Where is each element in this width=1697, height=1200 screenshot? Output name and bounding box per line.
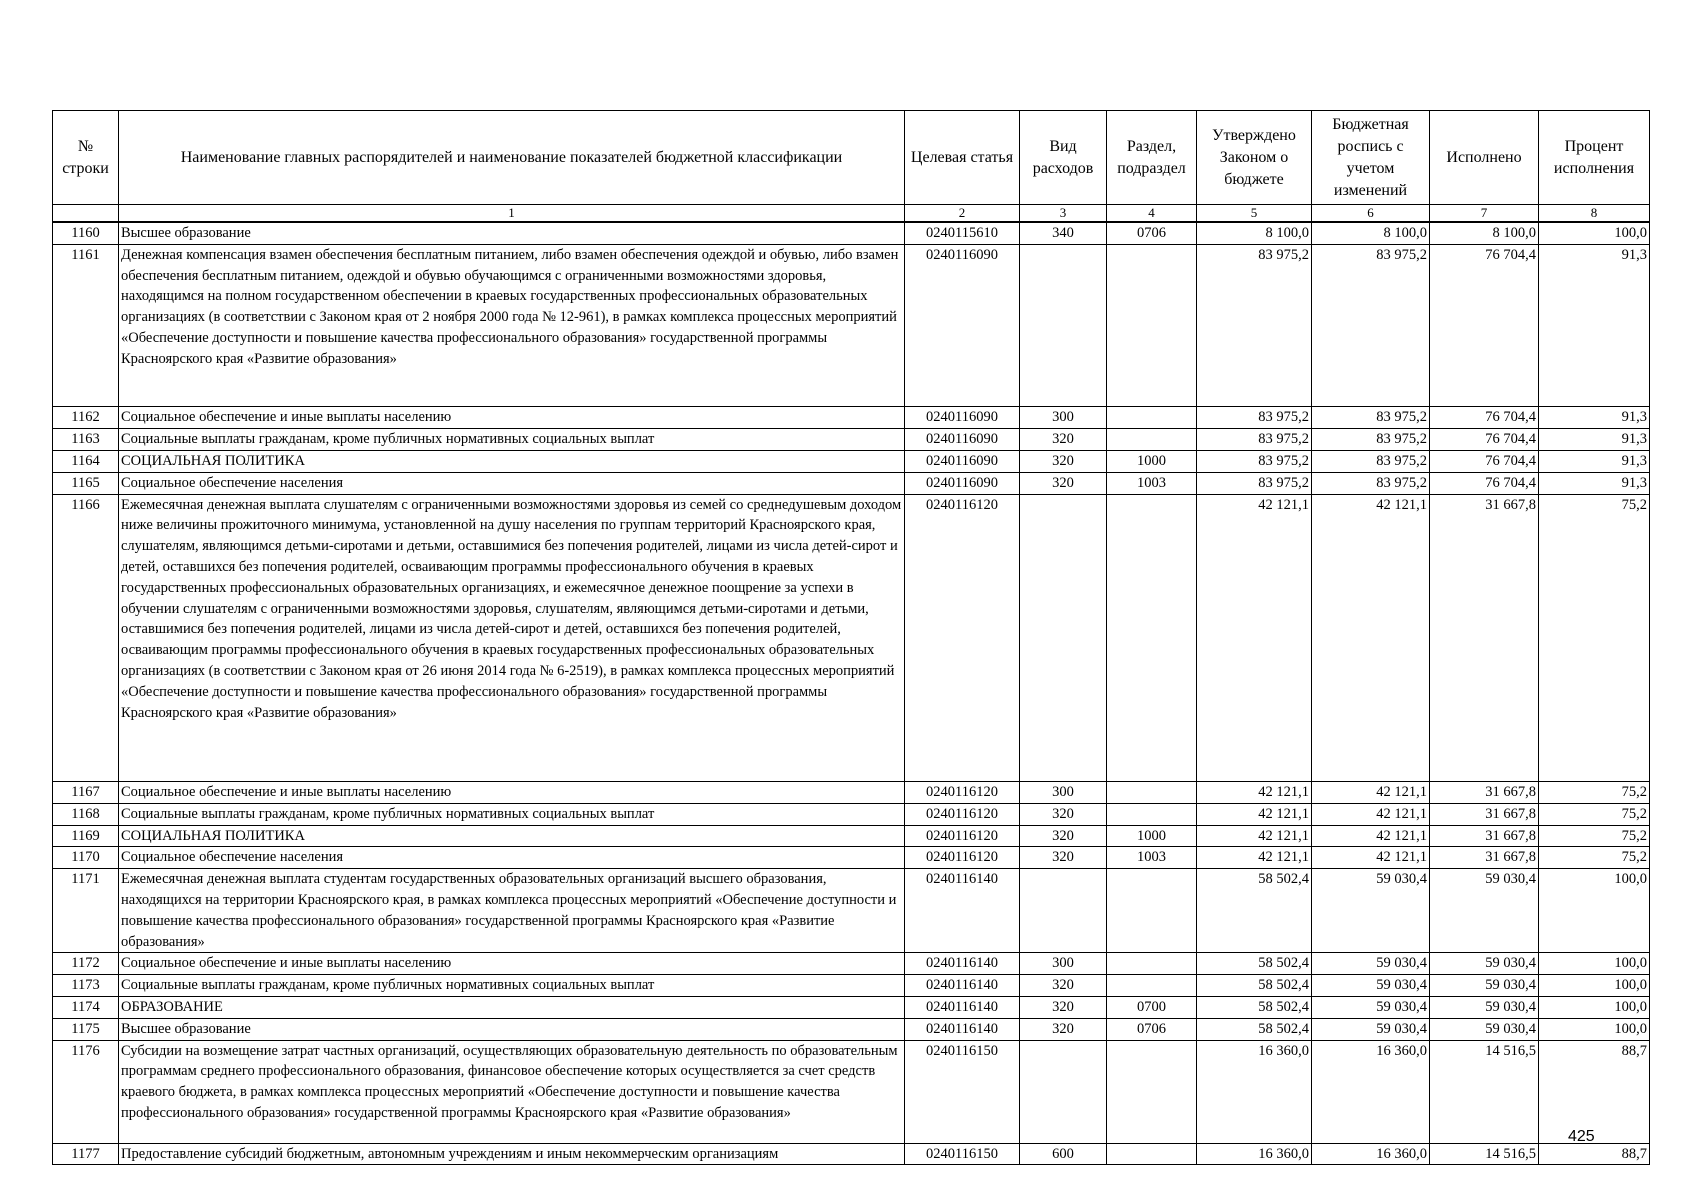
row-name-cell: Социальные выплаты гражданам, кроме публичных нормативных социальных выплат — [119, 975, 905, 997]
executed-amount-cell: 31 667,8 — [1430, 803, 1539, 825]
budget-list-amount-cell: 42 121,1 — [1312, 494, 1430, 781]
column-number: 4 — [1107, 205, 1197, 223]
percent-cell: 91,3 — [1539, 407, 1650, 429]
target-article-cell: 0240116090 — [905, 472, 1020, 494]
expense-type-cell: 600 — [1020, 1143, 1107, 1165]
target-article-cell: 0240115610 — [905, 222, 1020, 244]
section-cell: 1003 — [1107, 847, 1197, 869]
expense-type-cell: 320 — [1020, 429, 1107, 451]
percent-cell: 100,0 — [1539, 953, 1650, 975]
percent-cell: 91,3 — [1539, 429, 1650, 451]
expense-type-cell: 320 — [1020, 847, 1107, 869]
target-article-cell: 0240116120 — [905, 847, 1020, 869]
header-approved: Утверждено Законом о бюджете — [1197, 111, 1312, 205]
section-cell: 0706 — [1107, 222, 1197, 244]
target-article-cell: 0240116140 — [905, 1018, 1020, 1040]
column-number-row — [53, 205, 1650, 223]
column-number: 5 — [1197, 205, 1312, 223]
percent-cell: 100,0 — [1539, 996, 1650, 1018]
executed-amount-cell: 76 704,4 — [1430, 472, 1539, 494]
percent-cell: 91,3 — [1539, 472, 1650, 494]
header-budget-list: Бюджетная роспись с учетом изменений — [1312, 111, 1430, 205]
approved-amount-cell: 83 975,2 — [1197, 450, 1312, 472]
row-name-cell: Ежемесячная денежная выплата слушателям с ограниченными возможностями здоровья из семей со среднедушевым доходом ниже величины прожиточного минимума, установленной на душу населения по группам территорий Красноярского края, слушателям, являющимся детьми-сиротами и детьми, оставшимися без попечения родителей, лицами из числа детей-сирот и детей, оставшихся без попечения родителей, осваивающим программы профессионального обучения в краевых государственных профессиональных образовательных организациях, и ежемесячное денежное поощрение за успехи в обучении слушателям с ограниченными возможностями здоровья, слушателям, являющимся детьми-сиротами и детьми, оставшимися без попечения родителей, лицами из числа детей-сирот и детей, оставшихся без попечения родителей, осваивающим программы профессионального обучения в краевых государственных профессиональных образовательных организациях (в соответствии с Законом края от 26 июня 2014 года № 6-2519), в рамках комплекса процессных мероприятий «Обеспечение доступности и повышение качества профессионального образования» государственной программы Красноярского края «Развитие образования» — [119, 494, 905, 781]
section-cell — [1107, 975, 1197, 997]
target-article-cell: 0240116120 — [905, 781, 1020, 803]
approved-amount-cell: 83 975,2 — [1197, 429, 1312, 451]
row-number-cell: 1161 — [53, 244, 119, 407]
table-row — [53, 781, 1650, 803]
header-row-number: № строки — [53, 111, 119, 205]
column-number-blank — [53, 205, 119, 223]
section-cell — [1107, 429, 1197, 451]
executed-amount-cell: 14 516,5 — [1430, 1143, 1539, 1165]
percent-cell: 88,7 — [1539, 1040, 1650, 1143]
target-article-cell: 0240116090 — [905, 450, 1020, 472]
approved-amount-cell: 42 121,1 — [1197, 781, 1312, 803]
expense-type-cell: 340 — [1020, 222, 1107, 244]
section-cell — [1107, 494, 1197, 781]
section-cell — [1107, 244, 1197, 407]
budget-list-amount-cell: 42 121,1 — [1312, 803, 1430, 825]
percent-cell: 75,2 — [1539, 494, 1650, 781]
row-number-cell: 1166 — [53, 494, 119, 781]
table-row — [53, 953, 1650, 975]
target-article-cell: 0240116120 — [905, 825, 1020, 847]
executed-amount-cell: 76 704,4 — [1430, 244, 1539, 407]
table-row — [53, 429, 1650, 451]
budget-list-amount-cell: 83 975,2 — [1312, 407, 1430, 429]
percent-cell: 100,0 — [1539, 1018, 1650, 1040]
row-number-cell: 1170 — [53, 847, 119, 869]
approved-amount-cell: 16 360,0 — [1197, 1040, 1312, 1143]
approved-amount-cell: 58 502,4 — [1197, 953, 1312, 975]
header-section: Раздел, подраздел — [1107, 111, 1197, 205]
budget-execution-table — [52, 110, 1650, 1165]
expense-type-cell: 320 — [1020, 975, 1107, 997]
approved-amount-cell: 42 121,1 — [1197, 803, 1312, 825]
table-row — [53, 222, 1650, 244]
column-number: 7 — [1430, 205, 1539, 223]
expense-type-cell: 320 — [1020, 450, 1107, 472]
row-name-cell: Социальное обеспечение населения — [119, 847, 905, 869]
executed-amount-cell: 76 704,4 — [1430, 407, 1539, 429]
approved-amount-cell: 8 100,0 — [1197, 222, 1312, 244]
row-number-cell: 1165 — [53, 472, 119, 494]
row-number-cell: 1164 — [53, 450, 119, 472]
row-number-cell: 1175 — [53, 1018, 119, 1040]
executed-amount-cell: 76 704,4 — [1430, 429, 1539, 451]
approved-amount-cell: 58 502,4 — [1197, 1018, 1312, 1040]
approved-amount-cell: 42 121,1 — [1197, 494, 1312, 781]
budget-list-amount-cell: 16 360,0 — [1312, 1143, 1430, 1165]
row-number-cell: 1162 — [53, 407, 119, 429]
table-body — [53, 222, 1650, 1165]
section-cell — [1107, 1143, 1197, 1165]
percent-cell: 75,2 — [1539, 781, 1650, 803]
budget-list-amount-cell: 83 975,2 — [1312, 429, 1430, 451]
table-row — [53, 1143, 1650, 1165]
executed-amount-cell: 59 030,4 — [1430, 996, 1539, 1018]
row-number-cell: 1173 — [53, 975, 119, 997]
row-number-cell: 1167 — [53, 781, 119, 803]
expense-type-cell — [1020, 494, 1107, 781]
row-name-cell: Предоставление субсидий бюджетным, автономным учреждениям и иным некоммерческим организациям — [119, 1143, 905, 1165]
column-number: 8 — [1539, 205, 1650, 223]
section-cell: 1000 — [1107, 825, 1197, 847]
approved-amount-cell: 16 360,0 — [1197, 1143, 1312, 1165]
executed-amount-cell: 59 030,4 — [1430, 869, 1539, 953]
target-article-cell: 0240116150 — [905, 1143, 1020, 1165]
budget-list-amount-cell: 59 030,4 — [1312, 996, 1430, 1018]
section-cell — [1107, 781, 1197, 803]
percent-cell: 88,7 — [1539, 1143, 1650, 1165]
expense-type-cell: 320 — [1020, 996, 1107, 1018]
approved-amount-cell: 42 121,1 — [1197, 825, 1312, 847]
percent-cell: 75,2 — [1539, 803, 1650, 825]
approved-amount-cell: 42 121,1 — [1197, 847, 1312, 869]
percent-cell: 75,2 — [1539, 825, 1650, 847]
row-number-cell: 1168 — [53, 803, 119, 825]
row-name-cell: Ежемесячная денежная выплата студентам государственных образовательных организаций высшего образования, находящихся на территории Красноярского края, в рамках комплекса процессных мероприятий «Обеспечение доступности и повышение качества профессионального образования» государственной программы Красноярского края «Развитие образования» — [119, 869, 905, 953]
approved-amount-cell: 83 975,2 — [1197, 472, 1312, 494]
row-name-cell: Социальное обеспечение и иные выплаты населению — [119, 781, 905, 803]
column-number: 6 — [1312, 205, 1430, 223]
expense-type-cell — [1020, 869, 1107, 953]
row-number-cell: 1172 — [53, 953, 119, 975]
executed-amount-cell: 59 030,4 — [1430, 975, 1539, 997]
row-number-cell: 1160 — [53, 222, 119, 244]
table-row — [53, 803, 1650, 825]
budget-list-amount-cell: 59 030,4 — [1312, 975, 1430, 997]
executed-amount-cell: 59 030,4 — [1430, 953, 1539, 975]
budget-list-amount-cell: 59 030,4 — [1312, 1018, 1430, 1040]
budget-list-amount-cell: 42 121,1 — [1312, 825, 1430, 847]
percent-cell: 91,3 — [1539, 450, 1650, 472]
target-article-cell: 0240116120 — [905, 803, 1020, 825]
section-cell — [1107, 803, 1197, 825]
column-number: 2 — [905, 205, 1020, 223]
table-row — [53, 472, 1650, 494]
expense-type-cell: 300 — [1020, 407, 1107, 429]
row-name-cell: Социальное обеспечение населения — [119, 472, 905, 494]
table-header — [53, 111, 1650, 223]
row-name-cell: СОЦИАЛЬНАЯ ПОЛИТИКА — [119, 825, 905, 847]
expense-type-cell: 320 — [1020, 472, 1107, 494]
table-row — [53, 1018, 1650, 1040]
section-cell: 0700 — [1107, 996, 1197, 1018]
header-executed: Исполнено — [1430, 111, 1539, 205]
budget-list-amount-cell: 83 975,2 — [1312, 244, 1430, 407]
header-percent: Процент исполнения — [1539, 111, 1650, 205]
row-number-cell: 1171 — [53, 869, 119, 953]
budget-list-amount-cell: 8 100,0 — [1312, 222, 1430, 244]
target-article-cell: 0240116140 — [905, 869, 1020, 953]
table-row — [53, 1040, 1650, 1143]
column-number: 1 — [119, 205, 905, 223]
expense-type-cell: 320 — [1020, 825, 1107, 847]
section-cell: 1000 — [1107, 450, 1197, 472]
percent-cell: 100,0 — [1539, 975, 1650, 997]
target-article-cell: 0240116090 — [905, 244, 1020, 407]
expense-type-cell: 300 — [1020, 781, 1107, 803]
header-expense-type: Вид расходов — [1020, 111, 1107, 205]
expense-type-cell: 320 — [1020, 803, 1107, 825]
approved-amount-cell: 83 975,2 — [1197, 244, 1312, 407]
executed-amount-cell: 14 516,5 — [1430, 1040, 1539, 1143]
row-number-cell: 1169 — [53, 825, 119, 847]
executed-amount-cell: 76 704,4 — [1430, 450, 1539, 472]
executed-amount-cell: 8 100,0 — [1430, 222, 1539, 244]
percent-cell: 91,3 — [1539, 244, 1650, 407]
percent-cell: 100,0 — [1539, 869, 1650, 953]
budget-list-amount-cell: 83 975,2 — [1312, 472, 1430, 494]
expense-type-cell: 300 — [1020, 953, 1107, 975]
section-cell — [1107, 869, 1197, 953]
row-number-cell: 1177 — [53, 1143, 119, 1165]
table-row — [53, 825, 1650, 847]
table-row — [53, 494, 1650, 781]
table-row — [53, 847, 1650, 869]
section-cell: 1003 — [1107, 472, 1197, 494]
expense-type-cell: 320 — [1020, 1018, 1107, 1040]
executed-amount-cell: 31 667,8 — [1430, 494, 1539, 781]
executed-amount-cell: 31 667,8 — [1430, 825, 1539, 847]
row-name-cell: Социальное обеспечение и иные выплаты населению — [119, 407, 905, 429]
row-name-cell: Субсидии на возмещение затрат частных организаций, осуществляющих образовательную деятельность по образовательным программам среднего профессионального образования, финансовое обеспечение которых осуществляется за счет средств краевого бюджета, в рамках комплекса процессных мероприятий «Обеспечение доступности и повышение качества профессионального образования» государственной программы Красноярского края «Развитие образования» — [119, 1040, 905, 1143]
column-number: 3 — [1020, 205, 1107, 223]
executed-amount-cell: 31 667,8 — [1430, 781, 1539, 803]
target-article-cell: 0240116140 — [905, 975, 1020, 997]
target-article-cell: 0240116090 — [905, 407, 1020, 429]
table-row — [53, 244, 1650, 407]
table-row — [53, 450, 1650, 472]
approved-amount-cell: 58 502,4 — [1197, 996, 1312, 1018]
percent-cell: 75,2 — [1539, 847, 1650, 869]
approved-amount-cell: 83 975,2 — [1197, 407, 1312, 429]
row-name-cell: Социальные выплаты гражданам, кроме публичных нормативных социальных выплат — [119, 803, 905, 825]
approved-amount-cell: 58 502,4 — [1197, 975, 1312, 997]
row-number-cell: 1176 — [53, 1040, 119, 1143]
budget-list-amount-cell: 42 121,1 — [1312, 847, 1430, 869]
row-name-cell: Денежная компенсация взамен обеспечения бесплатным питанием, либо взамен обеспечения одеждой и обувью, либо взамен обеспечения бесплатным питанием, одеждой и обувью обучающимся с ограниченными возможностями здоровья, находящимся на полном государственном обеспечении в краевых государственных профессиональных образовательных организациях (в соответствии с Законом края от 2 ноября 2000 года № 12-961), в рамках комплекса процессных мероприятий «Обеспечение доступности и повышение качества профессионального образования» государственной программы Красноярского края «Развитие образования» — [119, 244, 905, 407]
page-number: 425 — [1568, 1128, 1595, 1145]
section-cell — [1107, 407, 1197, 429]
table-row — [53, 975, 1650, 997]
row-name-cell: Высшее образование — [119, 222, 905, 244]
target-article-cell: 0240116140 — [905, 953, 1020, 975]
budget-list-amount-cell: 59 030,4 — [1312, 953, 1430, 975]
section-cell — [1107, 953, 1197, 975]
header-name: Наименование главных распорядителей и наименование показателей бюджетной классификации — [119, 111, 905, 205]
table-row — [53, 996, 1650, 1018]
budget-list-amount-cell: 59 030,4 — [1312, 869, 1430, 953]
budget-list-amount-cell: 42 121,1 — [1312, 781, 1430, 803]
row-name-cell: Социальное обеспечение и иные выплаты населению — [119, 953, 905, 975]
target-article-cell: 0240116150 — [905, 1040, 1020, 1143]
section-cell — [1107, 1040, 1197, 1143]
row-number-cell: 1163 — [53, 429, 119, 451]
row-name-cell: Социальные выплаты гражданам, кроме публичных нормативных социальных выплат — [119, 429, 905, 451]
target-article-cell: 0240116140 — [905, 996, 1020, 1018]
table-row — [53, 869, 1650, 953]
header-target-article: Целевая статья — [905, 111, 1020, 205]
row-number-cell: 1174 — [53, 996, 119, 1018]
target-article-cell: 0240116120 — [905, 494, 1020, 781]
expense-type-cell — [1020, 1040, 1107, 1143]
section-cell: 0706 — [1107, 1018, 1197, 1040]
executed-amount-cell: 31 667,8 — [1430, 847, 1539, 869]
target-article-cell: 0240116090 — [905, 429, 1020, 451]
row-name-cell: СОЦИАЛЬНАЯ ПОЛИТИКА — [119, 450, 905, 472]
budget-list-amount-cell: 16 360,0 — [1312, 1040, 1430, 1143]
expense-type-cell — [1020, 244, 1107, 407]
percent-cell: 100,0 — [1539, 222, 1650, 244]
row-name-cell: Высшее образование — [119, 1018, 905, 1040]
executed-amount-cell: 59 030,4 — [1430, 1018, 1539, 1040]
row-name-cell: ОБРАЗОВАНИЕ — [119, 996, 905, 1018]
approved-amount-cell: 58 502,4 — [1197, 869, 1312, 953]
budget-list-amount-cell: 83 975,2 — [1312, 450, 1430, 472]
table-row — [53, 407, 1650, 429]
